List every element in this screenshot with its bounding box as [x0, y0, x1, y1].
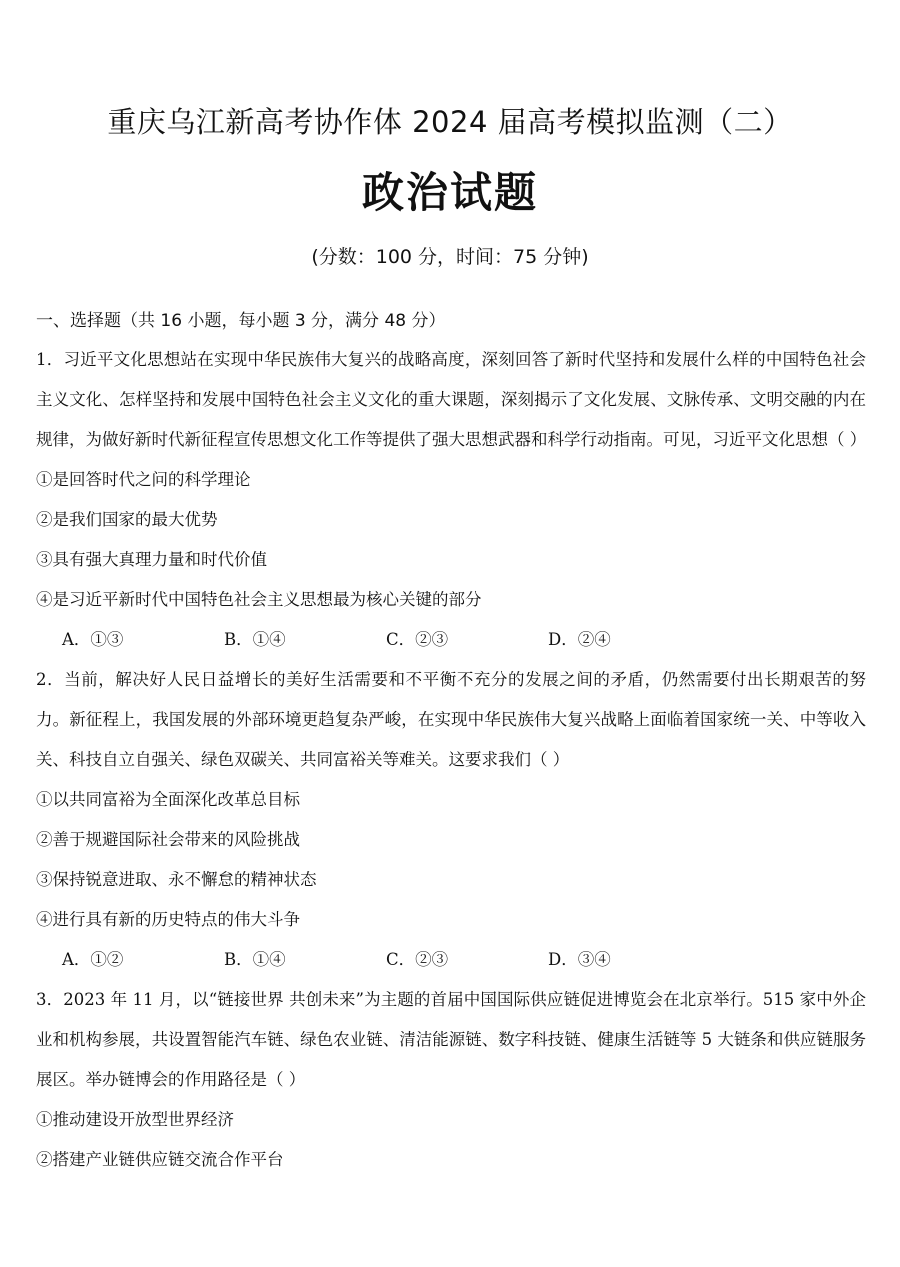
statement-option: ④进行具有新的历史特点的伟大斗争 — [36, 910, 300, 929]
statement-option: ②善于规避国际社会带来的风险挑战 — [36, 830, 300, 849]
choice-d: D．②④ — [548, 630, 611, 649]
question-stem: 3．2023 年 11 月，以“链接世界 共创未来”为主题的首届中国国际供应链促进博览会在北京举行。515 家中外企业和机构参展，共设置智能汽车链、绿色农业链、清洁能源链、数字科技链、健康生活链等 5 大链条和供应链服务展区。举办链博会的作用路径是（ ） — [36, 990, 866, 1089]
question-3 — [36, 980, 866, 1180]
section-heading: 一、选择题（共 16 小题，每小题 3 分，满分 48 分） — [36, 311, 446, 331]
statement-option: ③保持锐意进取、永不懈怠的精神状态 — [36, 870, 317, 889]
question-stem: 1．习近平文化思想站在实现中华民族伟大复兴的战略高度，深刻回答了新时代坚持和发展什么样的中国特色社会主义文化、怎样坚持和发展中国特色社会主义文化的重大课题，深刻揭示了文化发展、文脉传承、文明交融的内在规律，为做好新时代新征程宣传思想文化工作等提供了强大思想武器和科学行动指南。可见，习近平文化思想（ ） — [36, 350, 867, 449]
exam-content — [36, 306, 866, 1180]
question-1 — [36, 340, 866, 660]
statement-option: ①推动建设开放型世界经济 — [36, 1110, 234, 1129]
choice-a: A．①③ — [62, 630, 124, 649]
statement-option: ①以共同富裕为全面深化改革总目标 — [36, 790, 300, 809]
exam-title: 重庆乌江新高考协作体 2024 届高考模拟监测（二） — [107, 105, 793, 139]
subject-title: 政治试题 — [361, 168, 538, 217]
answer-choices — [36, 620, 866, 660]
statement-option: ②是我们国家的最大优势 — [36, 510, 218, 529]
score-time-info: (分数：100 分，时间：75 分钟) — [311, 246, 589, 268]
choice-d: D．③④ — [548, 950, 611, 969]
statement-option: ③具有强大真理力量和时代价值 — [36, 550, 267, 569]
statement-option: ①是回答时代之问的科学理论 — [36, 470, 251, 489]
answer-choices — [36, 940, 866, 980]
choice-c: C．②③ — [386, 950, 449, 969]
question-2 — [36, 660, 866, 980]
choice-a: A．①② — [62, 950, 124, 969]
question-stem: 2．当前，解决好人民日益增长的美好生活需要和不平衡不充分的发展之间的矛盾，仍然需要付出长期艰苦的努力。新征程上，我国发展的外部环境更趋复杂严峻，在实现中华民族伟大复兴战略上面临着国家统一关、中等收入关、科技自立自强关、绿色双碳关、共同富裕关等难关。这要求我们（ ） — [36, 670, 866, 769]
choice-c: C．②③ — [386, 630, 449, 649]
statement-option: ②搭建产业链供应链交流合作平台 — [36, 1150, 284, 1169]
choice-b: B．①④ — [224, 950, 286, 969]
statement-option: ④是习近平新时代中国特色社会主义思想最为核心关键的部分 — [36, 590, 482, 609]
choice-b: B．①④ — [224, 630, 286, 649]
